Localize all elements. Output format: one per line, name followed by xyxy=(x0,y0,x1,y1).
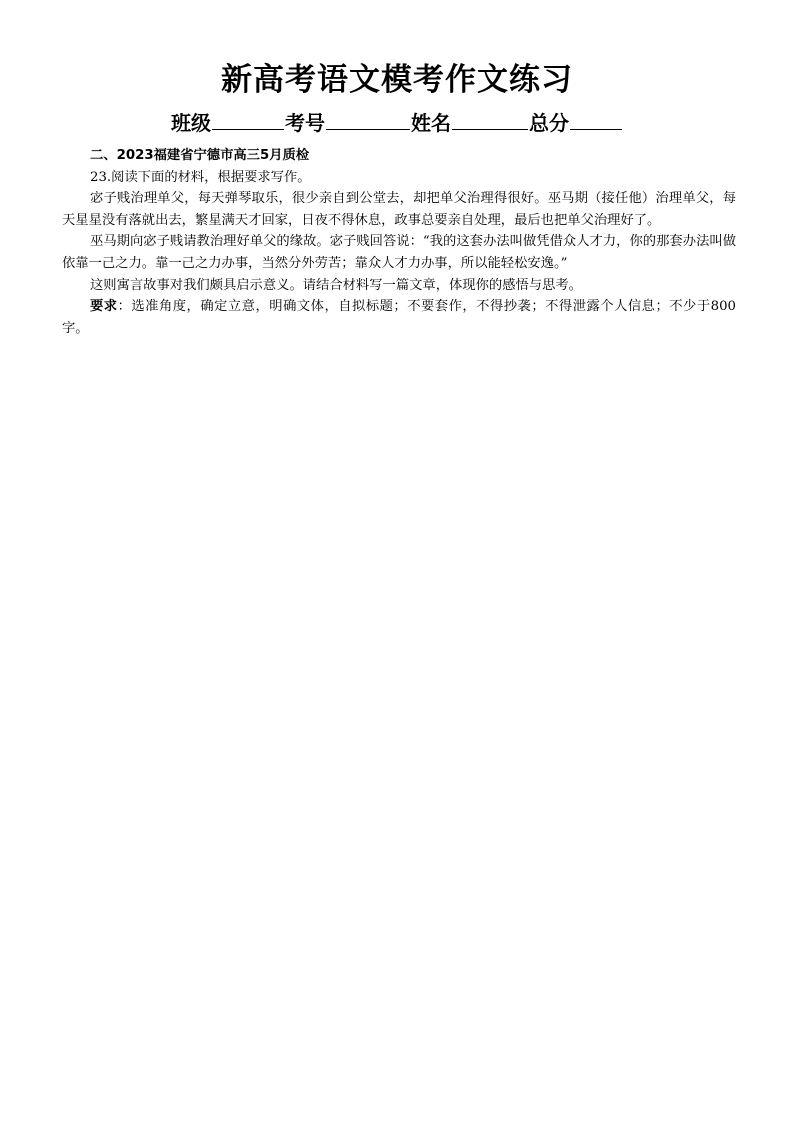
material-paragraph-2: 巫马期向宓子贱请教治理好单父的缘故。宓子贱回答说：“我的这套办法叫做凭借众人才力，你的那套办法叫做依靠一己之力。靠一己之力办事，当然分外劳苦；靠众人才力办事，所以能轻松安逸。” xyxy=(62,234,736,271)
student-info-line xyxy=(0,106,794,140)
question-prompt: 23.阅读下面的材料，根据要求写作。 xyxy=(90,169,311,185)
material-paragraph-1: 宓子贱治理单父，每天弹琴取乐，很少亲自到公堂去，却把单父治理得很好。巫马期（接任他）治理单父，每天星星没有落就出去，繁星满天才回家，日夜不得休息，政事总要亲自处理，最后也把单父治理好了。 xyxy=(62,191,736,228)
name-label: 姓名 xyxy=(411,111,451,135)
requirements-label: 要求 xyxy=(90,299,118,315)
requirements-text: ：选准角度，确定立意，明确文体，自拟标题；不要套作，不得抄袭；不得泄露个人信息；不少于800字。 xyxy=(62,299,736,336)
name-blank xyxy=(452,107,528,130)
total-score-label: 总分 xyxy=(529,111,569,135)
class-blank xyxy=(212,107,284,130)
class-label: 班级 xyxy=(171,111,211,135)
total-score-blank xyxy=(570,107,622,130)
page-title: 新高考语文模考作文练习 xyxy=(221,62,573,98)
exam-number-blank xyxy=(326,107,410,130)
question-content xyxy=(62,145,736,339)
requirements-paragraph xyxy=(62,296,736,339)
section-heading: 二、2023福建省宁德市高三5月质检 xyxy=(90,148,310,163)
material-paragraph-3: 这则寓言故事对我们颇具启示意义。请结合材料写一篇文章，体现你的感悟与思考。 xyxy=(90,277,582,293)
exam-number-label: 考号 xyxy=(285,111,325,135)
